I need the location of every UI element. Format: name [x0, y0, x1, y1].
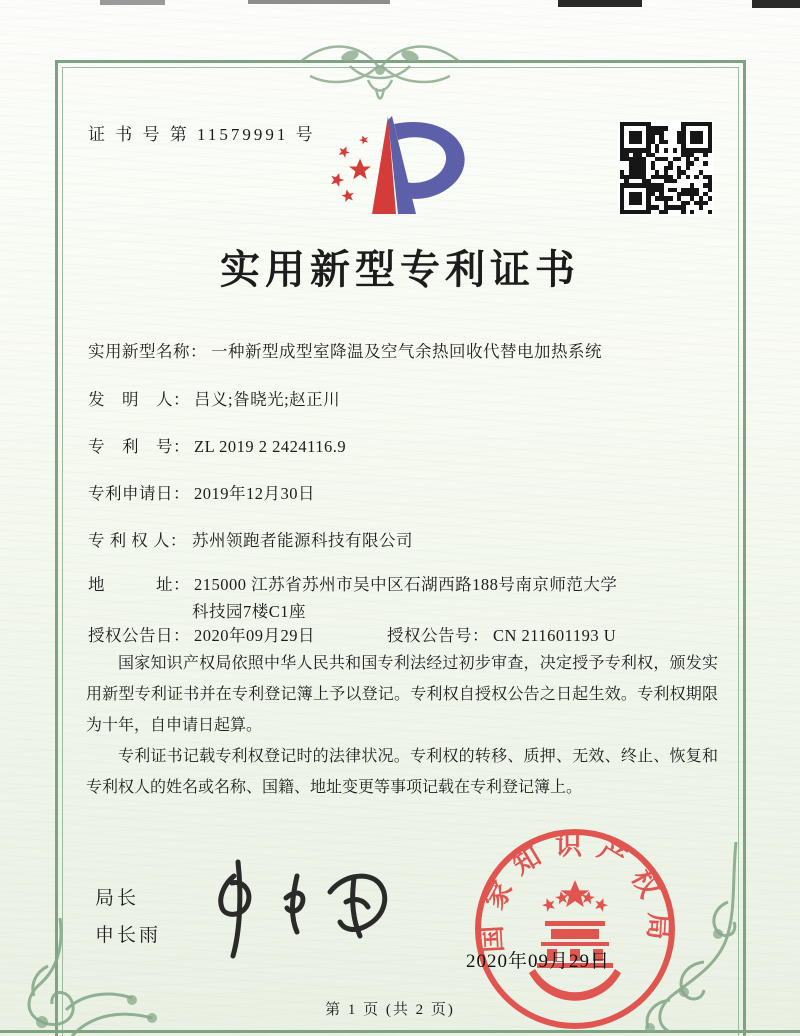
- seal-date: 2020年09月29日: [466, 951, 611, 972]
- field-label: 专 利 权 人：: [88, 531, 187, 550]
- field-value: 215000 江苏省苏州市吴中区石湖西路188号南京师范大学: [194, 575, 618, 594]
- field-label: 授权公告日：: [88, 626, 190, 645]
- field-value: CN 211601193 U: [493, 626, 617, 645]
- cnipa-logo: [322, 110, 487, 222]
- scan-artifact: [558, 0, 642, 7]
- field-value: 苏州领跑者能源科技有限公司: [192, 531, 413, 550]
- seal-text: 国家知识产权局: [476, 830, 674, 954]
- scan-artifact: [248, 0, 336, 4]
- field-row-address: [88, 571, 728, 595]
- qr-module: [708, 210, 712, 214]
- field-row-inventors: [88, 386, 728, 410]
- officer-title: 局长: [95, 888, 140, 909]
- officer-name: 申长雨: [95, 925, 162, 946]
- frame-left-inner: [62, 67, 63, 1036]
- legal-paragraph-2: 专利证书记载专利权登记时的法律状况。专利权的转移、质押、无效、终止、恢复和专利权人的姓名或名称、国籍、地址变更等事项记载在专利登记簿上。: [86, 748, 718, 796]
- field-value: 2020年09月29日: [194, 626, 315, 645]
- certificate-number: 证 书 号 第 11579991 号: [88, 125, 316, 144]
- field-row-name: [88, 338, 728, 362]
- field-label: 实用新型名称：: [88, 342, 207, 361]
- field-label: 专 利 号：: [88, 437, 190, 456]
- certificate-title: 实用新型专利证书: [220, 247, 580, 292]
- field-row-grant: [88, 622, 728, 646]
- field-value: ZL 2019 2 2424116.9: [194, 437, 347, 456]
- officer-block: [95, 880, 161, 954]
- page-footer: 第 1 页 (共 2 页): [325, 1002, 455, 1018]
- scan-artifact: [100, 0, 165, 5]
- field-row-patentee: [88, 527, 728, 551]
- legal-text: [86, 648, 718, 803]
- top-ornament: [290, 36, 470, 120]
- legal-paragraph-1: 国家知识产权局依照中华人民共和国专利法经过初步审查，决定授予专利权，颁发实用新型专利证书并在专利登记簿上予以登记。专利权自授权公告之日起生效。专利权期限为十年，自申请日起算。: [86, 655, 718, 734]
- field-label: 专利申请日：: [88, 484, 190, 503]
- scan-artifact: [332, 0, 390, 4]
- field-value: 一种新型成型室降温及空气余热回收代替电加热系统: [211, 342, 602, 361]
- field-row-filing-date: [88, 480, 728, 504]
- field-value: 2019年12月30日: [194, 484, 315, 503]
- frame-left: [55, 60, 58, 1036]
- field-label: 发 明 人：: [88, 390, 190, 409]
- national-emblem: [529, 880, 621, 1001]
- signature: [198, 856, 408, 966]
- field-label: 地 址：: [88, 575, 190, 594]
- qr-code: [618, 120, 714, 216]
- field-value: 吕义;昝晓光;赵正川: [194, 390, 341, 409]
- scan-artifact: [752, 0, 800, 8]
- field-address-line2: 科技园7楼C1座: [192, 602, 307, 621]
- field-label: 授权公告号：: [387, 626, 489, 645]
- field-row-patent-number: [88, 433, 728, 457]
